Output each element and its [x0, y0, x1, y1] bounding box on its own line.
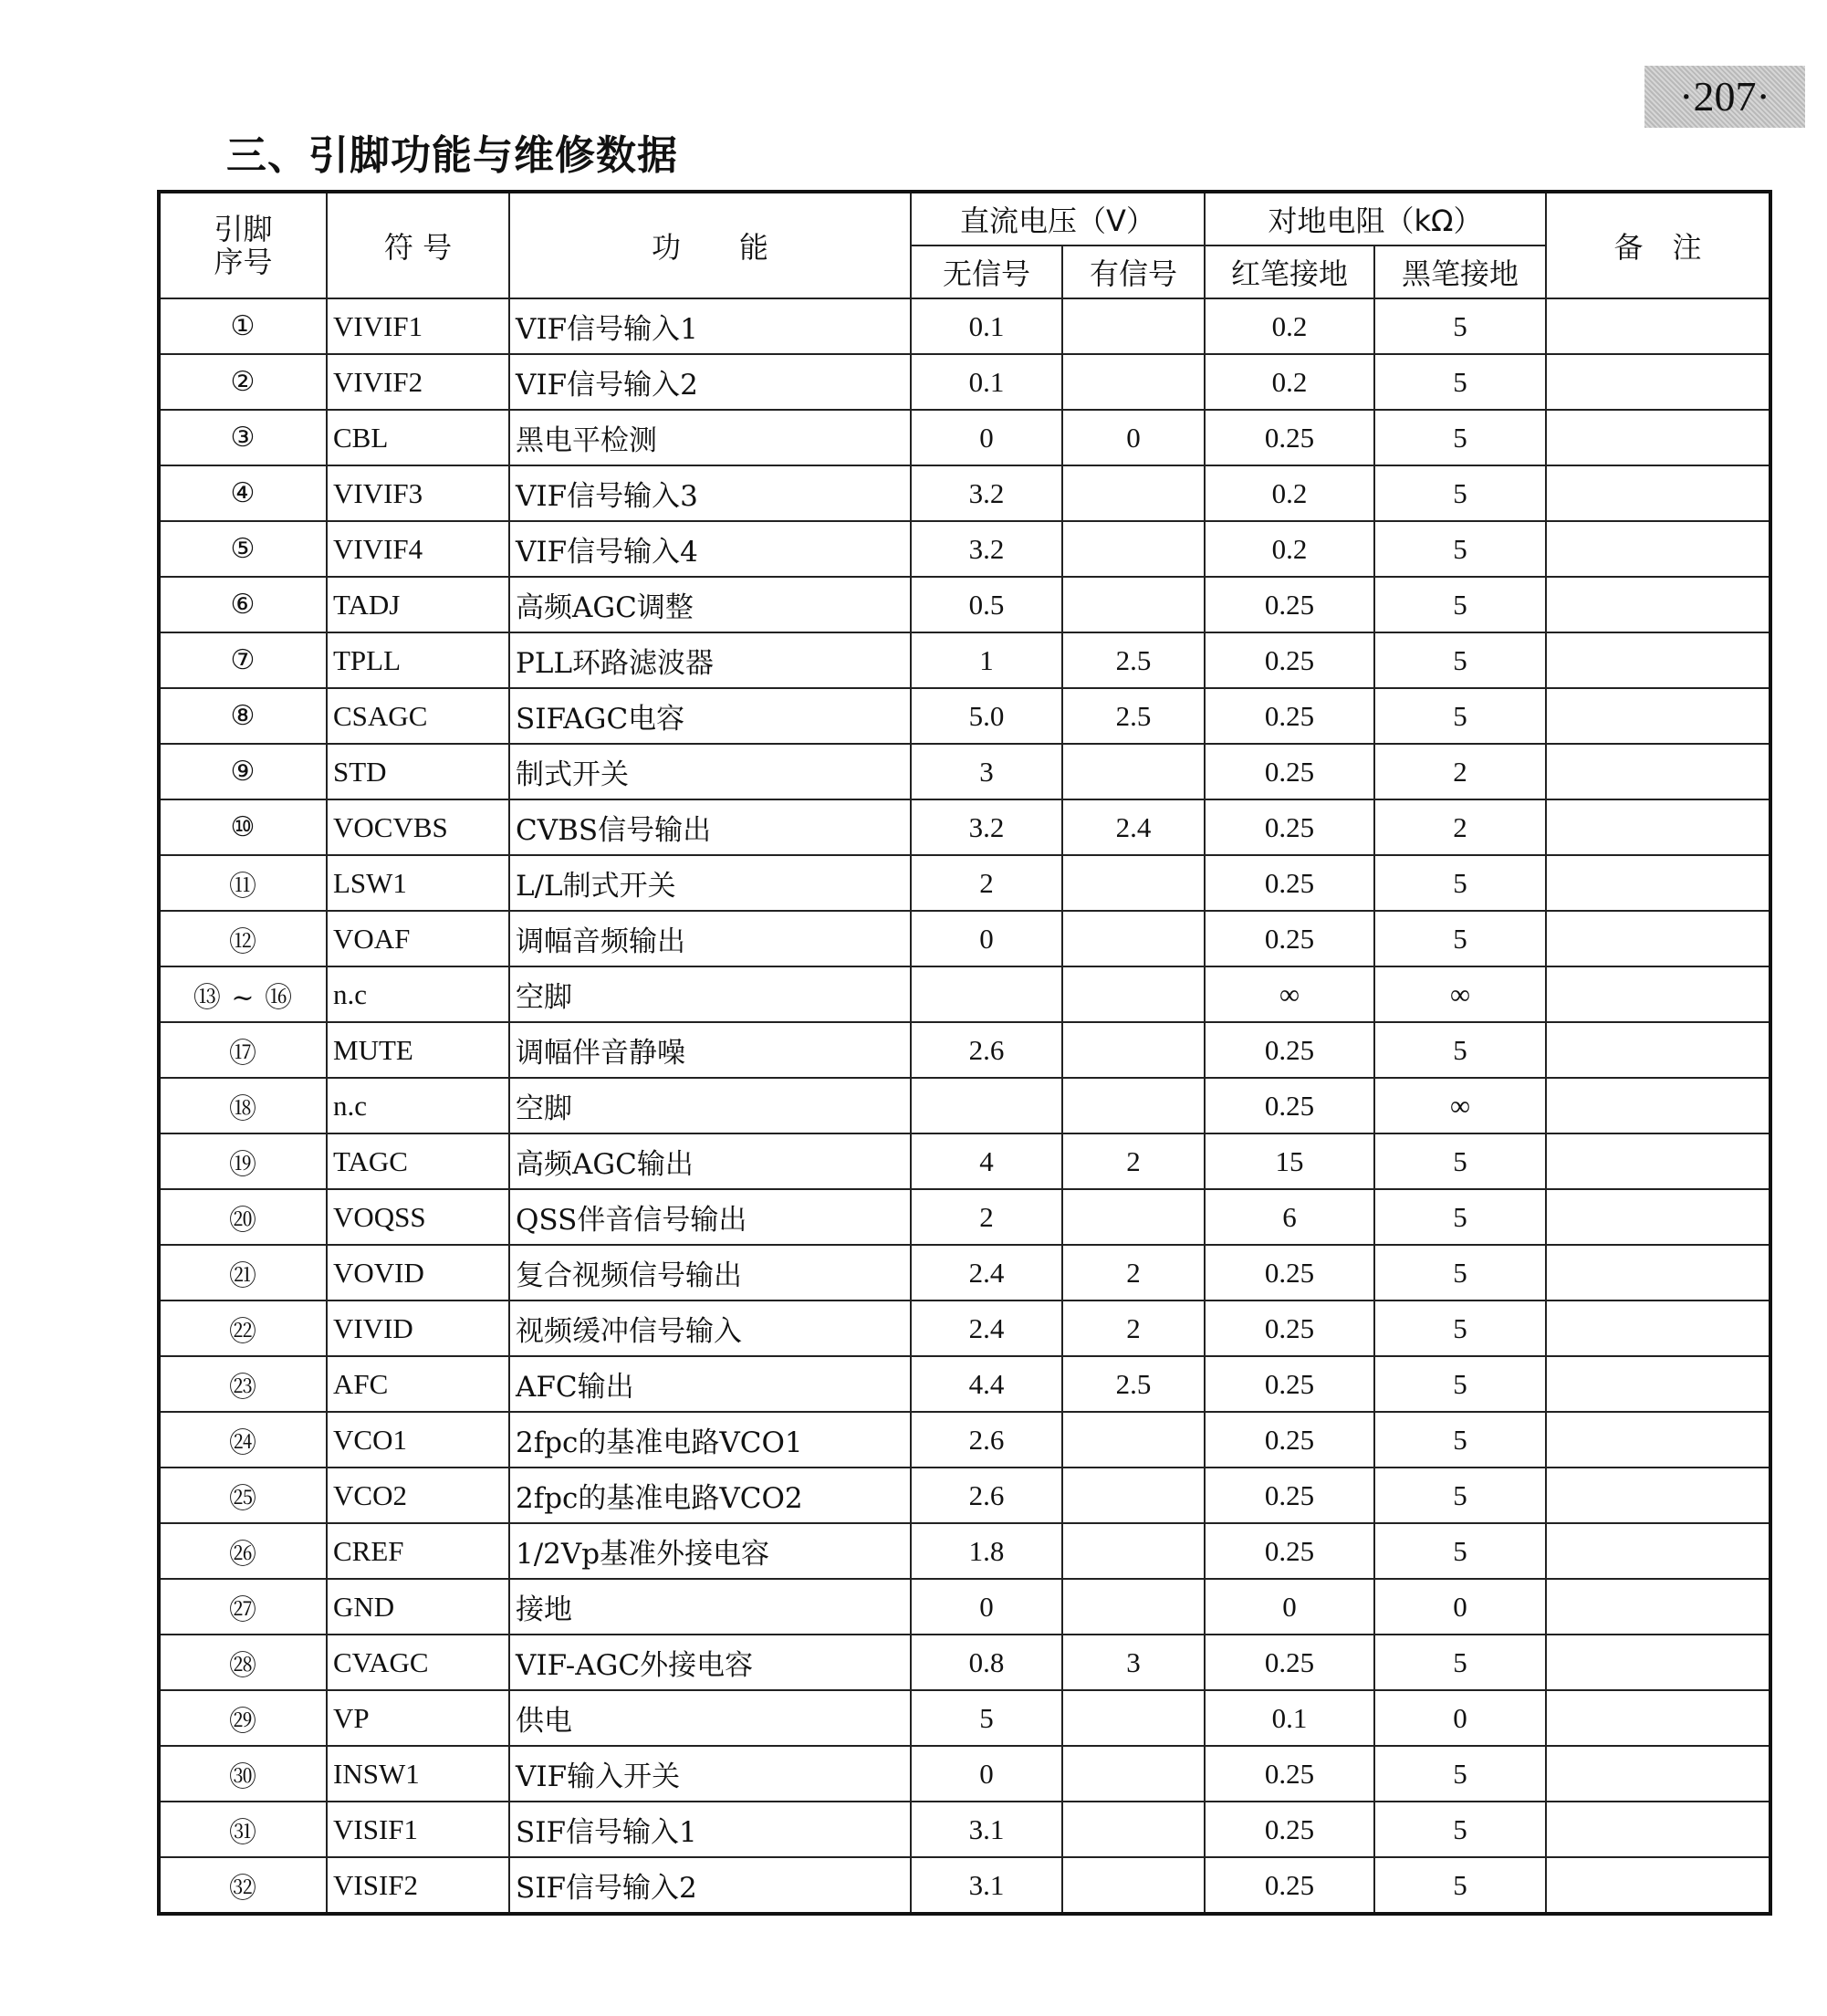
table-row — [159, 1746, 1770, 1802]
no-signal-voltage-cell: 2 — [911, 855, 1062, 911]
black-probe-resistance-cell: 5 — [1374, 1133, 1546, 1189]
no-signal-voltage-cell: 0.5 — [911, 577, 1062, 632]
pin-number-cell: ㉘ — [159, 1635, 327, 1690]
header-resistance: 对地电阻（kΩ） — [1205, 192, 1546, 245]
red-probe-resistance-cell: 6 — [1205, 1189, 1374, 1245]
header-remarks: 备 注 — [1546, 192, 1770, 298]
pin-number-cell: ⑰ — [159, 1022, 327, 1078]
black-probe-resistance-cell: 5 — [1374, 1523, 1546, 1579]
remarks-cell — [1546, 1022, 1770, 1078]
black-probe-resistance-cell: 5 — [1374, 632, 1546, 688]
no-signal-voltage-cell: 3.1 — [911, 1802, 1062, 1857]
symbol-cell: n.c — [327, 1078, 509, 1133]
function-cell: 调幅伴音静噪 — [509, 1022, 911, 1078]
symbol-cell: VIVIF2 — [327, 354, 509, 410]
remarks-cell — [1546, 577, 1770, 632]
no-signal-voltage-cell: 5.0 — [911, 688, 1062, 744]
table-row — [159, 1189, 1770, 1245]
section-title: 三、引脚功能与维修数据 — [226, 132, 678, 179]
red-probe-resistance-cell: 0.2 — [1205, 298, 1374, 354]
function-cell: SIFAGC电容 — [509, 688, 911, 744]
red-probe-resistance-cell: 0.25 — [1205, 1412, 1374, 1468]
table-row — [159, 1022, 1770, 1078]
red-probe-resistance-cell: 0.25 — [1205, 1078, 1374, 1133]
function-cell: VIF信号输入3 — [509, 465, 911, 521]
red-probe-resistance-cell: 0.25 — [1205, 632, 1374, 688]
pin-number-cell: ⑥ — [159, 577, 327, 632]
red-probe-resistance-cell: 0.25 — [1205, 855, 1374, 911]
function-cell: VIF-AGC外接电容 — [509, 1635, 911, 1690]
symbol-cell: VIVIF4 — [327, 521, 509, 577]
no-signal-voltage-cell: 5 — [911, 1690, 1062, 1746]
with-signal-voltage-cell: 3 — [1062, 1635, 1205, 1690]
header-with-signal: 有信号 — [1062, 245, 1205, 298]
black-probe-resistance-cell: 5 — [1374, 1022, 1546, 1078]
no-signal-voltage-cell: 3.2 — [911, 465, 1062, 521]
symbol-cell: VISIF1 — [327, 1802, 509, 1857]
symbol-cell: CBL — [327, 410, 509, 465]
with-signal-voltage-cell — [1062, 1579, 1205, 1635]
pin-number-cell: ⑲ — [159, 1133, 327, 1189]
black-probe-resistance-cell: 5 — [1374, 855, 1546, 911]
remarks-cell — [1546, 1300, 1770, 1356]
pin-function-table — [157, 190, 1772, 1916]
black-probe-resistance-cell: 5 — [1374, 1300, 1546, 1356]
with-signal-voltage-cell — [1062, 298, 1205, 354]
remarks-cell — [1546, 1690, 1770, 1746]
header-symbol: 符 号 — [327, 192, 509, 298]
red-probe-resistance-cell: 0.25 — [1205, 744, 1374, 799]
red-probe-resistance-cell: 0.2 — [1205, 521, 1374, 577]
remarks-cell — [1546, 1857, 1770, 1914]
pin-number-cell: ㉛ — [159, 1802, 327, 1857]
red-probe-resistance-cell: 0.25 — [1205, 1523, 1374, 1579]
symbol-cell: TPLL — [327, 632, 509, 688]
no-signal-voltage-cell: 1 — [911, 632, 1062, 688]
table-header-row — [159, 192, 1770, 245]
header-dc-voltage: 直流电压（V） — [911, 192, 1205, 245]
pin-number-cell: ⑳ — [159, 1189, 327, 1245]
function-cell: SIF信号输入1 — [509, 1802, 911, 1857]
with-signal-voltage-cell: 2 — [1062, 1133, 1205, 1189]
pin-number-cell: ⑧ — [159, 688, 327, 744]
table-row — [159, 966, 1770, 1022]
black-probe-resistance-cell: 5 — [1374, 1802, 1546, 1857]
function-cell: PLL环路滤波器 — [509, 632, 911, 688]
black-probe-resistance-cell: ∞ — [1374, 1078, 1546, 1133]
with-signal-voltage-cell — [1062, 1746, 1205, 1802]
with-signal-voltage-cell — [1062, 521, 1205, 577]
no-signal-voltage-cell: 2.6 — [911, 1412, 1062, 1468]
function-cell: CVBS信号输出 — [509, 799, 911, 855]
black-probe-resistance-cell: 5 — [1374, 911, 1546, 966]
symbol-cell: INSW1 — [327, 1746, 509, 1802]
table-row — [159, 1133, 1770, 1189]
no-signal-voltage-cell: 0 — [911, 911, 1062, 966]
table-row — [159, 354, 1770, 410]
table-row — [159, 1635, 1770, 1690]
no-signal-voltage-cell — [911, 966, 1062, 1022]
pin-number-cell: ⑱ — [159, 1078, 327, 1133]
no-signal-voltage-cell: 2.4 — [911, 1245, 1062, 1300]
red-probe-resistance-cell: 0.25 — [1205, 577, 1374, 632]
no-signal-voltage-cell: 2.6 — [911, 1022, 1062, 1078]
with-signal-voltage-cell — [1062, 1802, 1205, 1857]
pin-number-cell: ④ — [159, 465, 327, 521]
function-cell: 黑电平检测 — [509, 410, 911, 465]
remarks-cell — [1546, 1468, 1770, 1523]
pin-number-cell: ⑩ — [159, 799, 327, 855]
pin-number-cell: ㉖ — [159, 1523, 327, 1579]
table-body — [159, 298, 1770, 1914]
remarks-cell — [1546, 465, 1770, 521]
remarks-cell — [1546, 298, 1770, 354]
red-probe-resistance-cell: 0.25 — [1205, 1802, 1374, 1857]
pin-number-cell: ② — [159, 354, 327, 410]
header-no-signal: 无信号 — [911, 245, 1062, 298]
pin-number-cell: ① — [159, 298, 327, 354]
function-cell: 2fpc的基准电路VCO2 — [509, 1468, 911, 1523]
table-row — [159, 577, 1770, 632]
with-signal-voltage-cell — [1062, 1078, 1205, 1133]
no-signal-voltage-cell: 0.1 — [911, 354, 1062, 410]
function-cell: VIF信号输入1 — [509, 298, 911, 354]
remarks-cell — [1546, 855, 1770, 911]
with-signal-voltage-cell — [1062, 1189, 1205, 1245]
table-row — [159, 1857, 1770, 1914]
remarks-cell — [1546, 688, 1770, 744]
symbol-cell: STD — [327, 744, 509, 799]
no-signal-voltage-cell: 3.1 — [911, 1857, 1062, 1914]
black-probe-resistance-cell: 0 — [1374, 1579, 1546, 1635]
function-cell: 视频缓冲信号输入 — [509, 1300, 911, 1356]
symbol-cell: TAGC — [327, 1133, 509, 1189]
symbol-cell: MUTE — [327, 1022, 509, 1078]
red-probe-resistance-cell: 0.25 — [1205, 1356, 1374, 1412]
function-cell: QSS伴音信号输出 — [509, 1189, 911, 1245]
remarks-cell — [1546, 1746, 1770, 1802]
with-signal-voltage-cell — [1062, 1022, 1205, 1078]
symbol-cell: VIVIF1 — [327, 298, 509, 354]
black-probe-resistance-cell: 5 — [1374, 354, 1546, 410]
symbol-cell: VCO2 — [327, 1468, 509, 1523]
pin-number-cell: ㉚ — [159, 1746, 327, 1802]
with-signal-voltage-cell: 2 — [1062, 1245, 1205, 1300]
table-row — [159, 1468, 1770, 1523]
with-signal-voltage-cell: 2.5 — [1062, 632, 1205, 688]
black-probe-resistance-cell: 5 — [1374, 577, 1546, 632]
table-row — [159, 744, 1770, 799]
remarks-cell — [1546, 1133, 1770, 1189]
function-cell: 空脚 — [509, 966, 911, 1022]
function-cell: 供电 — [509, 1690, 911, 1746]
table-row — [159, 410, 1770, 465]
function-cell: VIF信号输入4 — [509, 521, 911, 577]
with-signal-voltage-cell — [1062, 1857, 1205, 1914]
symbol-cell: CREF — [327, 1523, 509, 1579]
function-cell: 1/2Vp基准外接电容 — [509, 1523, 911, 1579]
remarks-cell — [1546, 1189, 1770, 1245]
table-row — [159, 799, 1770, 855]
table-row — [159, 911, 1770, 966]
no-signal-voltage-cell: 0 — [911, 410, 1062, 465]
remarks-cell — [1546, 410, 1770, 465]
with-signal-voltage-cell: 2 — [1062, 1300, 1205, 1356]
remarks-cell — [1546, 1635, 1770, 1690]
pin-number-cell: ㉙ — [159, 1690, 327, 1746]
red-probe-resistance-cell: 0.25 — [1205, 1857, 1374, 1914]
black-probe-resistance-cell: ∞ — [1374, 966, 1546, 1022]
function-cell: 高频AGC调整 — [509, 577, 911, 632]
no-signal-voltage-cell: 0 — [911, 1579, 1062, 1635]
table-row — [159, 1356, 1770, 1412]
function-cell: SIF信号输入2 — [509, 1857, 911, 1914]
remarks-cell — [1546, 521, 1770, 577]
pin-number-cell: ⑫ — [159, 911, 327, 966]
red-probe-resistance-cell: 0.25 — [1205, 410, 1374, 465]
function-cell: 高频AGC输出 — [509, 1133, 911, 1189]
pin-number-cell: ⑨ — [159, 744, 327, 799]
red-probe-resistance-cell: 0 — [1205, 1579, 1374, 1635]
function-cell: 复合视频信号输出 — [509, 1245, 911, 1300]
remarks-cell — [1546, 1078, 1770, 1133]
with-signal-voltage-cell: 2.4 — [1062, 799, 1205, 855]
no-signal-voltage-cell: 3 — [911, 744, 1062, 799]
table-row — [159, 298, 1770, 354]
remarks-cell — [1546, 1579, 1770, 1635]
red-probe-resistance-cell: 0.25 — [1205, 1022, 1374, 1078]
black-probe-resistance-cell: 5 — [1374, 1356, 1546, 1412]
remarks-cell — [1546, 911, 1770, 966]
no-signal-voltage-cell: 0 — [911, 1746, 1062, 1802]
with-signal-voltage-cell — [1062, 465, 1205, 521]
red-probe-resistance-cell: 0.25 — [1205, 799, 1374, 855]
function-cell: 制式开关 — [509, 744, 911, 799]
symbol-cell: CVAGC — [327, 1635, 509, 1690]
function-cell: L/L制式开关 — [509, 855, 911, 911]
pin-number-cell: ⑦ — [159, 632, 327, 688]
symbol-cell: LSW1 — [327, 855, 509, 911]
no-signal-voltage-cell: 4.4 — [911, 1356, 1062, 1412]
black-probe-resistance-cell: 5 — [1374, 521, 1546, 577]
no-signal-voltage-cell: 2.6 — [911, 1468, 1062, 1523]
table-row — [159, 1523, 1770, 1579]
no-signal-voltage-cell — [911, 1078, 1062, 1133]
black-probe-resistance-cell: 5 — [1374, 1746, 1546, 1802]
symbol-cell: VCO1 — [327, 1412, 509, 1468]
function-cell: 调幅音频输出 — [509, 911, 911, 966]
with-signal-voltage-cell — [1062, 1523, 1205, 1579]
black-probe-resistance-cell: 5 — [1374, 1857, 1546, 1914]
with-signal-voltage-cell — [1062, 354, 1205, 410]
symbol-cell: VIVIF3 — [327, 465, 509, 521]
table-row — [159, 1412, 1770, 1468]
with-signal-voltage-cell — [1062, 577, 1205, 632]
no-signal-voltage-cell: 3.2 — [911, 521, 1062, 577]
red-probe-resistance-cell: 0.25 — [1205, 1468, 1374, 1523]
with-signal-voltage-cell: 2.5 — [1062, 688, 1205, 744]
header-pin: 引脚 序号 — [159, 192, 327, 298]
table-row — [159, 632, 1770, 688]
pin-number-cell: ㉑ — [159, 1245, 327, 1300]
remarks-cell — [1546, 744, 1770, 799]
symbol-cell: CSAGC — [327, 688, 509, 744]
symbol-cell: TADJ — [327, 577, 509, 632]
black-probe-resistance-cell: 5 — [1374, 1635, 1546, 1690]
symbol-cell: GND — [327, 1579, 509, 1635]
no-signal-voltage-cell: 0.1 — [911, 298, 1062, 354]
symbol-cell: VOVID — [327, 1245, 509, 1300]
symbol-cell: n.c — [327, 966, 509, 1022]
red-probe-resistance-cell: 0.2 — [1205, 465, 1374, 521]
red-probe-resistance-cell: 0.25 — [1205, 1245, 1374, 1300]
pin-number-cell: ⑪ — [159, 855, 327, 911]
with-signal-voltage-cell — [1062, 911, 1205, 966]
header-function: 功 能 — [509, 192, 911, 298]
no-signal-voltage-cell: 2.4 — [911, 1300, 1062, 1356]
function-cell: 空脚 — [509, 1078, 911, 1133]
with-signal-voltage-cell — [1062, 966, 1205, 1022]
table-row — [159, 855, 1770, 911]
table-row — [159, 688, 1770, 744]
symbol-cell: AFC — [327, 1356, 509, 1412]
black-probe-resistance-cell: 5 — [1374, 465, 1546, 521]
black-probe-resistance-cell: 5 — [1374, 1468, 1546, 1523]
remarks-cell — [1546, 1802, 1770, 1857]
remarks-cell — [1546, 1356, 1770, 1412]
pin-number-cell: ㉕ — [159, 1468, 327, 1523]
table-row — [159, 521, 1770, 577]
red-probe-resistance-cell: 0.25 — [1205, 688, 1374, 744]
with-signal-voltage-cell: 2.5 — [1062, 1356, 1205, 1412]
function-cell: 2fpc的基准电路VCO1 — [509, 1412, 911, 1468]
red-probe-resistance-cell: 0.1 — [1205, 1690, 1374, 1746]
symbol-cell: VP — [327, 1690, 509, 1746]
remarks-cell — [1546, 1412, 1770, 1468]
red-probe-resistance-cell: 15 — [1205, 1133, 1374, 1189]
symbol-cell: VOQSS — [327, 1189, 509, 1245]
red-probe-resistance-cell: 0.25 — [1205, 911, 1374, 966]
table-row — [159, 1078, 1770, 1133]
black-probe-resistance-cell: 5 — [1374, 1412, 1546, 1468]
red-probe-resistance-cell: 0.2 — [1205, 354, 1374, 410]
function-cell: VIF输入开关 — [509, 1746, 911, 1802]
remarks-cell — [1546, 354, 1770, 410]
no-signal-voltage-cell: 0.8 — [911, 1635, 1062, 1690]
table-row — [159, 465, 1770, 521]
black-probe-resistance-cell: 2 — [1374, 799, 1546, 855]
table-row — [159, 1579, 1770, 1635]
function-cell: 接地 — [509, 1579, 911, 1635]
symbol-cell: VOAF — [327, 911, 509, 966]
with-signal-voltage-cell: 0 — [1062, 410, 1205, 465]
black-probe-resistance-cell: 5 — [1374, 1189, 1546, 1245]
remarks-cell — [1546, 799, 1770, 855]
red-probe-resistance-cell: 0.25 — [1205, 1746, 1374, 1802]
pin-number-cell: ㉗ — [159, 1579, 327, 1635]
black-probe-resistance-cell: 5 — [1374, 688, 1546, 744]
black-probe-resistance-cell: 5 — [1374, 298, 1546, 354]
no-signal-voltage-cell: 2 — [911, 1189, 1062, 1245]
pin-number-cell: ㉔ — [159, 1412, 327, 1468]
red-probe-resistance-cell: 0.25 — [1205, 1300, 1374, 1356]
symbol-cell: VISIF2 — [327, 1857, 509, 1914]
black-probe-resistance-cell: 5 — [1374, 1245, 1546, 1300]
remarks-cell — [1546, 1245, 1770, 1300]
function-cell: VIF信号输入2 — [509, 354, 911, 410]
with-signal-voltage-cell — [1062, 1468, 1205, 1523]
table-row — [159, 1690, 1770, 1746]
header-black-probe: 黑笔接地 — [1374, 245, 1546, 298]
with-signal-voltage-cell — [1062, 744, 1205, 799]
red-probe-resistance-cell: 0.25 — [1205, 1635, 1374, 1690]
black-probe-resistance-cell: 0 — [1374, 1690, 1546, 1746]
remarks-cell — [1546, 632, 1770, 688]
pin-number-cell: ㉓ — [159, 1356, 327, 1412]
function-cell: AFC输出 — [509, 1356, 911, 1412]
with-signal-voltage-cell — [1062, 1690, 1205, 1746]
table-row — [159, 1245, 1770, 1300]
black-probe-resistance-cell: 5 — [1374, 410, 1546, 465]
pin-number-cell: ③ — [159, 410, 327, 465]
pin-number-cell: ⑤ — [159, 521, 327, 577]
remarks-cell — [1546, 966, 1770, 1022]
symbol-cell: VIVID — [327, 1300, 509, 1356]
with-signal-voltage-cell — [1062, 855, 1205, 911]
pin-number-cell: ㉜ — [159, 1857, 327, 1914]
pin-number-cell: ㉒ — [159, 1300, 327, 1356]
page-number: ·207· — [1644, 66, 1805, 128]
no-signal-voltage-cell: 3.2 — [911, 799, 1062, 855]
no-signal-voltage-cell: 4 — [911, 1133, 1062, 1189]
black-probe-resistance-cell: 2 — [1374, 744, 1546, 799]
header-red-probe: 红笔接地 — [1205, 245, 1374, 298]
pin-number-cell: ⑬ ~ ⑯ — [159, 966, 327, 1022]
symbol-cell: VOCVBS — [327, 799, 509, 855]
table-row — [159, 1802, 1770, 1857]
with-signal-voltage-cell — [1062, 1412, 1205, 1468]
remarks-cell — [1546, 1523, 1770, 1579]
red-probe-resistance-cell: ∞ — [1205, 966, 1374, 1022]
table-row — [159, 1300, 1770, 1356]
no-signal-voltage-cell: 1.8 — [911, 1523, 1062, 1579]
